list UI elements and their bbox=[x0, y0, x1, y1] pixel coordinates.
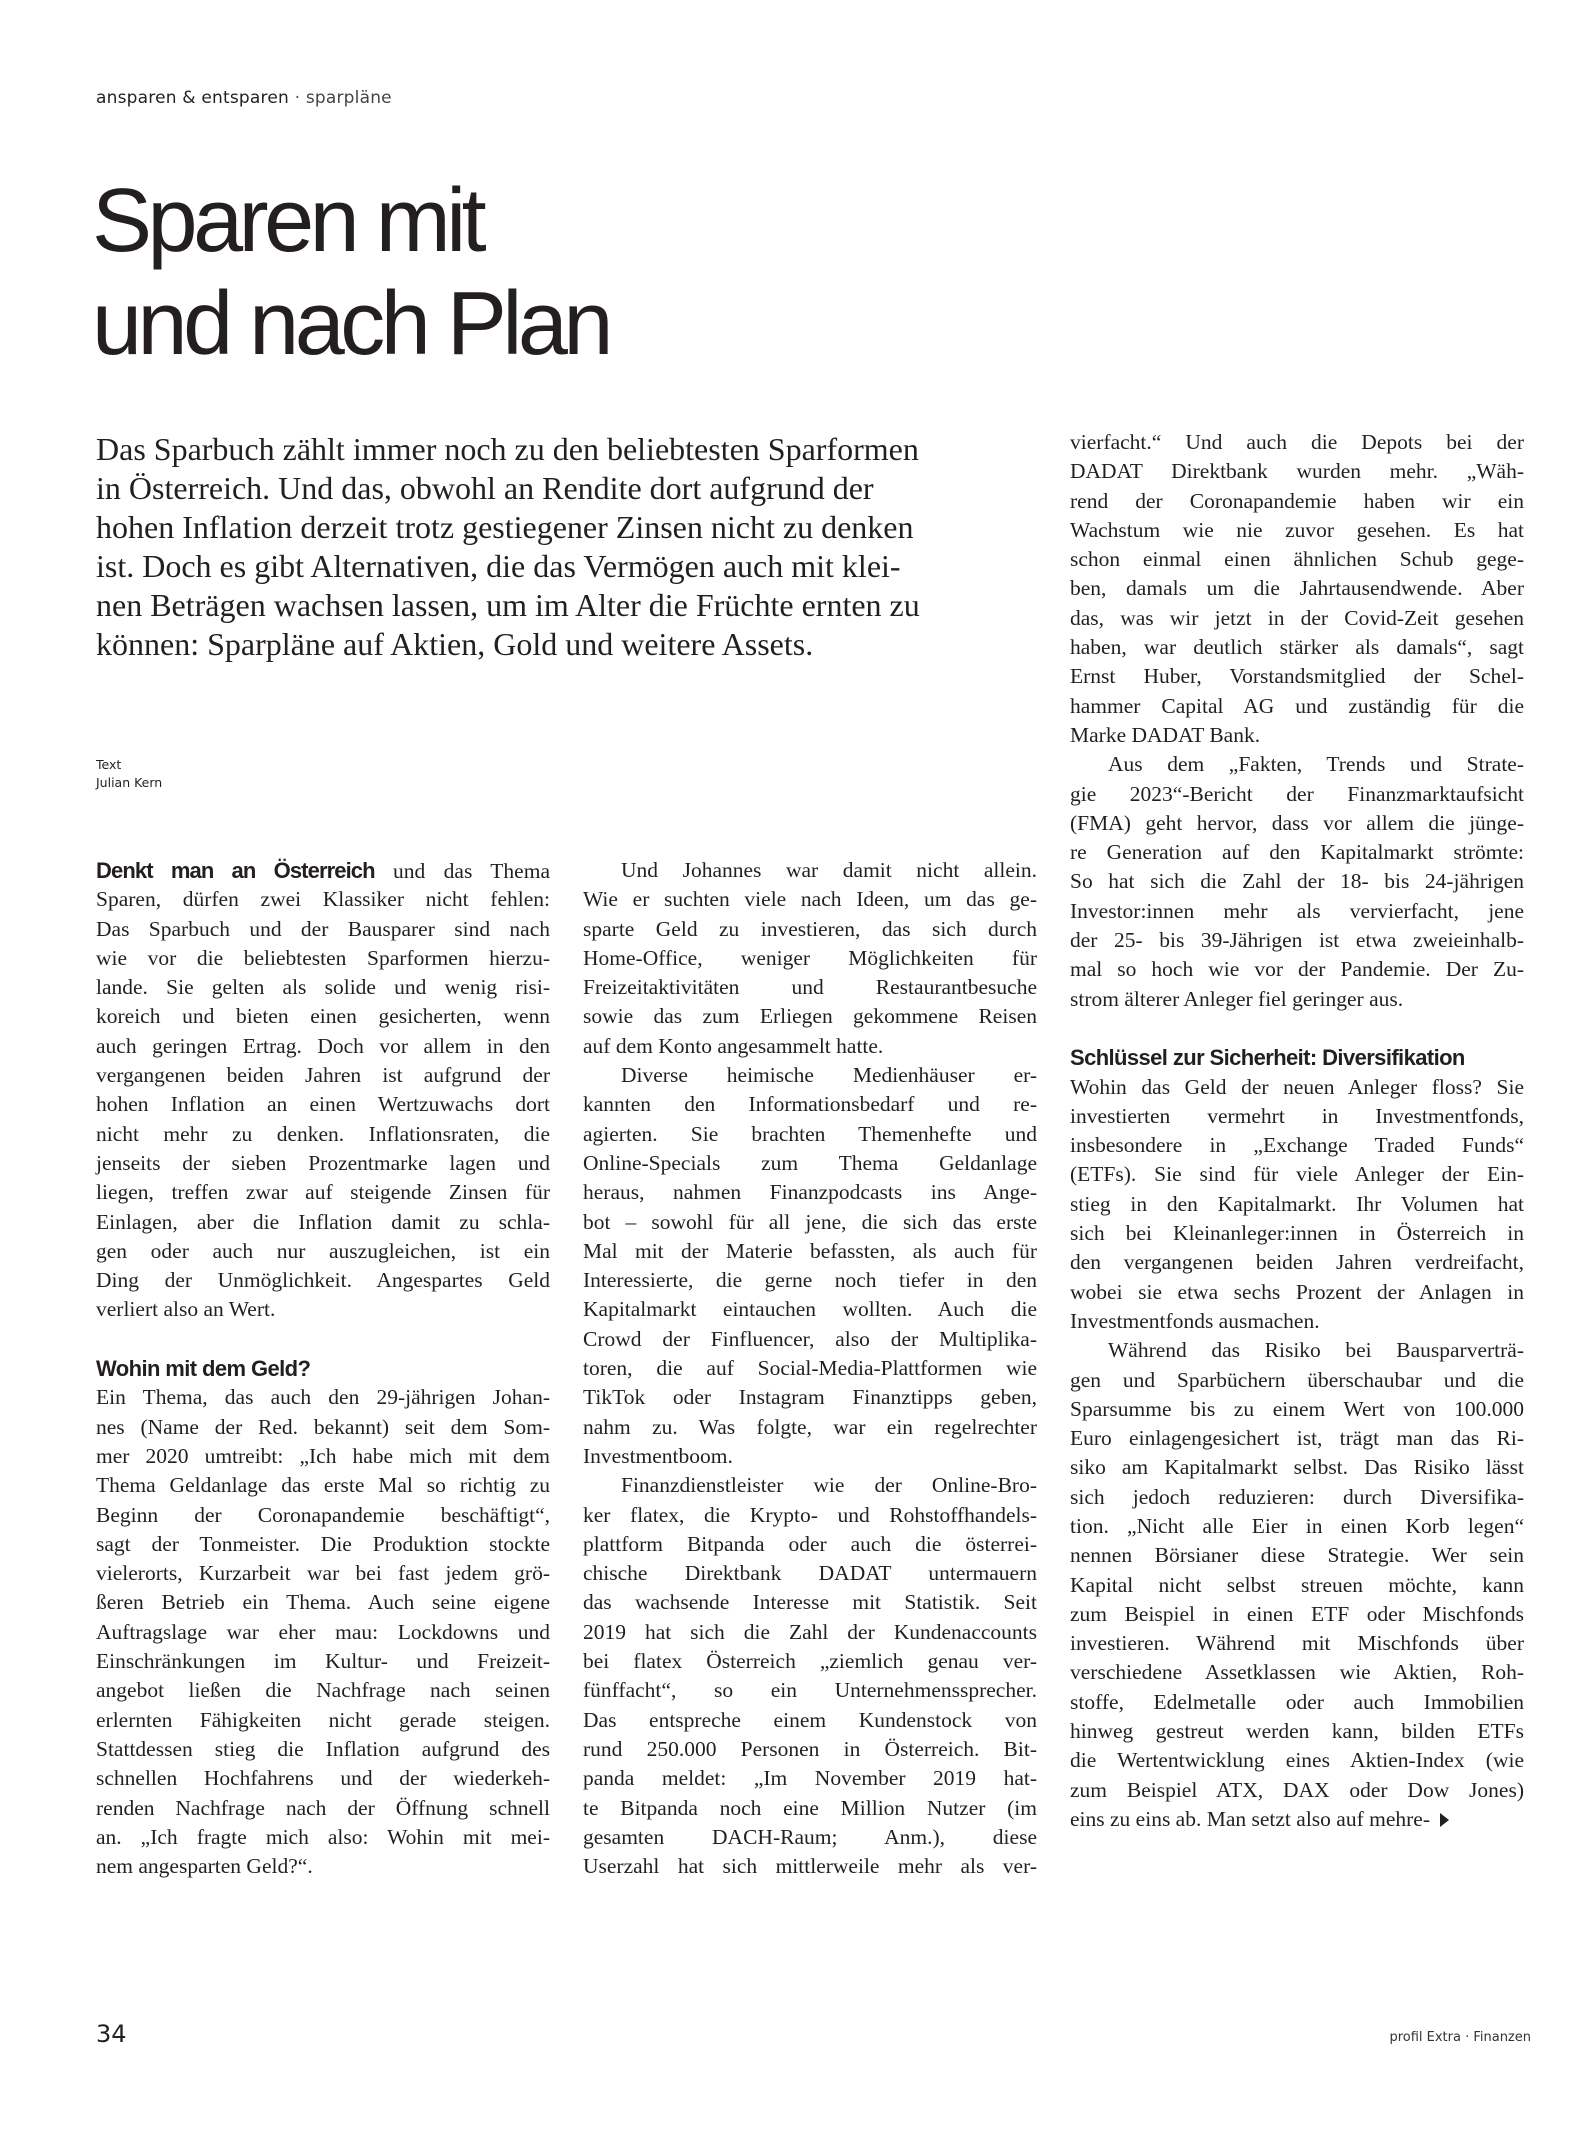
text-line: auf dem Konto angesammelt hatte. bbox=[583, 1033, 884, 1058]
text-line: die Wertentwicklung eines Aktien-Index (wie bbox=[1070, 1748, 1524, 1773]
text-line: schnellen Hochfahrens und der wiederkeh- bbox=[96, 1766, 550, 1791]
text-line: Kapital nicht selbst streuen möchte, kann bbox=[1070, 1572, 1524, 1597]
text-line: hinweg gestreut werden kann, bilden ETFs bbox=[1070, 1719, 1524, 1744]
text-line: Userzahl hat sich mittlerweile mehr als ver- bbox=[583, 1854, 1037, 1879]
text-line: vierfacht.“ Und auch die Depots bei der bbox=[1070, 430, 1524, 454]
text-line: stoffe, Edelmetalle oder auch Immobilien bbox=[1070, 1689, 1524, 1714]
text-line: sich bei Kleinanleger:innen in Österreich in bbox=[1070, 1221, 1524, 1246]
text-line: Ernst Huber, Vorstandsmitglied der Schel- bbox=[1070, 664, 1524, 689]
subsection-label: sparpläne bbox=[305, 88, 392, 108]
text-line: Ding der Unmöglichkeit. Angespartes Geld bbox=[96, 1268, 550, 1293]
text-line: nennen Börsianer diese Strategie. Wer sein bbox=[1070, 1543, 1524, 1568]
text-line: haben, war deutlich stärker als damals“, sagt bbox=[1070, 635, 1524, 660]
text-line: (ETFs). Sie sind für viele Anleger der Ein- bbox=[1070, 1162, 1524, 1187]
text-line: Kapitalmarkt eintauchen wollten. Auch die bbox=[583, 1297, 1037, 1322]
paragraph bbox=[1070, 750, 1524, 1014]
text-line: in Österreich. Und das, obwohl an Rendite dort aufgrund der bbox=[96, 470, 874, 506]
text-line: wie vor die beliebtesten Sparformen hierzu- bbox=[96, 945, 550, 970]
text-line: te Bitpanda noch eine Million Nutzer (im bbox=[583, 1795, 1037, 1820]
text-line: Interessierte, die gerne noch tiefer in den bbox=[583, 1268, 1037, 1293]
text-line: Investmentboom. bbox=[583, 1443, 733, 1468]
text-line: Investmentfonds ausmachen. bbox=[1070, 1308, 1320, 1333]
text-line: Und Johannes war damit nicht allein. bbox=[621, 858, 1037, 882]
paragraph bbox=[1070, 1073, 1524, 1337]
text-line: mal so hoch wie vor der Pandemie. Der Zu- bbox=[1070, 957, 1524, 982]
subheading: Wohin mit dem Geld? bbox=[96, 1356, 311, 1382]
text-line: sowie das zum Erliegen gekommene Reisen bbox=[583, 1004, 1037, 1029]
text-line: Ein Thema, das auch den 29-jährigen Johan- bbox=[96, 1385, 550, 1410]
text-line: ker flatex, die Krypto- und Rohstoffhandels- bbox=[583, 1502, 1037, 1527]
article-title bbox=[92, 170, 609, 376]
text-line: Sparen, dürfen zwei Klassiker nicht fehlen: bbox=[96, 887, 550, 912]
text-line: das, was wir jetzt in der Covid-Zeit gesehen bbox=[1070, 605, 1524, 630]
text-line: ßeren Betrieb ein Thema. Auch seine eigene bbox=[96, 1590, 550, 1615]
text-line: das wachsende Interesse mit Statistik. Seit bbox=[583, 1590, 1037, 1615]
text-line: können: Sparpläne auf Aktien, Gold und weitere Assets. bbox=[96, 626, 814, 662]
text-line: plattform Bitpanda oder auch die österrei- bbox=[583, 1531, 1037, 1556]
text-line: renden Nachfrage nach der Öffnung schnell bbox=[96, 1795, 550, 1820]
text-line: sagt der Tonmeister. Die Produktion stockte bbox=[96, 1531, 550, 1556]
section-label: ansparen & entsparen bbox=[96, 88, 289, 108]
text-line: gen und Sparbüchern überschaubar und die bbox=[1070, 1367, 1524, 1392]
text-line: hammer Capital AG und zuständig für die bbox=[1070, 693, 1524, 718]
text-line: Aus dem „Fakten, Trends und Strate- bbox=[1108, 752, 1524, 777]
text-line: angebot ließen die Nachfrage nach seinen bbox=[96, 1678, 550, 1703]
text-line: Einlagen, aber die Inflation damit zu schla- bbox=[96, 1209, 550, 1234]
text-line: nem angesparten Geld?“. bbox=[96, 1854, 313, 1879]
text-line: agierten. Sie brachten Themenhefte und bbox=[583, 1121, 1037, 1146]
text-line: Online-Specials zum Thema Geldanlage bbox=[583, 1150, 1037, 1175]
text-line: Das Sparbuch und der Bausparer sind nach bbox=[96, 916, 550, 941]
text-line: Wachstum wie nie zuvor gesehen. Es hat bbox=[1070, 517, 1524, 542]
text-line: Einschränkungen im Kultur- und Freizeit- bbox=[96, 1649, 550, 1674]
text-line: nes (Name der Red. bekannt) seit dem Som- bbox=[96, 1414, 550, 1439]
kicker-separator: · bbox=[294, 88, 301, 108]
text-line: Auftragslage war eher mau: Lockdowns und bbox=[96, 1619, 550, 1644]
text-line: rund 250.000 Personen in Österreich. Bit- bbox=[583, 1736, 1037, 1761]
text-line: bot – sowohl für all jene, die sich das erste bbox=[583, 1209, 1037, 1234]
text-line: sparte Geld zu investieren, das sich durch bbox=[583, 916, 1037, 941]
text-line: liegen, treffen zwar auf steigende Zinsen für bbox=[96, 1180, 550, 1205]
text-line: Sparsumme bis zu einem Wert von 100.000 bbox=[1070, 1396, 1524, 1421]
text-line: koreich und bieten einen gesicherten, wenn bbox=[96, 1004, 550, 1029]
text-line: jenseits der sieben Prozentmarke lagen und bbox=[96, 1150, 550, 1175]
text-line: zum Beispiel ATX, DAX oder Dow Jones) bbox=[1070, 1777, 1524, 1802]
text-line: hohen Inflation an einen Wertzuwachs dort bbox=[96, 1092, 550, 1117]
last-line-text: eins zu eins ab. Man setzt also auf mehre- bbox=[1070, 1806, 1430, 1831]
paragraph bbox=[1070, 1336, 1524, 1805]
text-line: vergangenen beiden Jahren ist aufgrund der bbox=[96, 1063, 550, 1088]
text-line: auch geringen Ertrag. Doch vor allem in den bbox=[96, 1033, 550, 1058]
text-line: Diverse heimische Medienhäuser er- bbox=[621, 1063, 1037, 1088]
paragraph bbox=[96, 1383, 550, 1881]
text-line: siko am Kapitalmarkt selbst. Das Risiko lässt bbox=[1070, 1455, 1524, 1480]
text-line: den vergangenen beiden Jahren verdreifacht, bbox=[1070, 1250, 1524, 1275]
text-line: vielerorts, Kurzarbeit war bei fast jedem grö- bbox=[96, 1561, 550, 1586]
continue-triangle-right-icon bbox=[1440, 1813, 1449, 1827]
byline-author: Julian Kern bbox=[96, 775, 163, 790]
text-line: Das entspreche einem Kundenstock von bbox=[583, 1707, 1037, 1732]
text-line: gen oder auch nur auszugleichen, ist ein bbox=[96, 1238, 550, 1263]
byline bbox=[96, 756, 162, 792]
column-line bbox=[96, 856, 550, 885]
article-column-3 bbox=[1070, 428, 1524, 1834]
paragraph bbox=[1070, 428, 1524, 750]
article-column-1 bbox=[96, 856, 550, 1881]
text-line: Crowd der Finfluencer, also der Multiplika- bbox=[583, 1326, 1037, 1351]
text-line: der 25- bis 39-Jährigen ist etwa zweieinhalb- bbox=[1070, 928, 1524, 953]
text-line: investieren. Während mit Mischfonds über bbox=[1070, 1631, 1524, 1656]
text-line: ben, damals um die Jahrtausendwende. Aber bbox=[1070, 576, 1524, 601]
title-line-2: und nach Plan bbox=[92, 274, 609, 374]
text-line: hohen Inflation derzeit trotz gestiegener Zinsen nicht zu denken bbox=[96, 509, 914, 545]
paragraph bbox=[583, 1061, 1037, 1471]
column-line bbox=[1070, 1805, 1524, 1834]
text-line: nahm zu. Was folgte, war ein regelrechter bbox=[583, 1414, 1037, 1439]
section-kicker bbox=[96, 88, 392, 108]
paragraph bbox=[96, 885, 550, 1324]
text-line: Das Sparbuch zählt immer noch zu den beliebtesten Sparformen bbox=[96, 431, 919, 467]
text-line: rend der Coronapandemie haben wir ein bbox=[1070, 488, 1524, 513]
text-line: lande. Sie gelten als solide und wenig risi- bbox=[96, 975, 550, 1000]
text-line: toren, die auf Social-Media-Plattformen wie bbox=[583, 1356, 1037, 1381]
text-line: kannten den Informationsbedarf und re- bbox=[583, 1092, 1037, 1117]
text-line: 2019 hat sich die Zahl der Kundenaccounts bbox=[583, 1619, 1037, 1644]
text-line: fünffacht“, so ein Unternehmenssprecher. bbox=[583, 1678, 1037, 1703]
text-line: Finanzdienstleister wie der Online-Bro- bbox=[621, 1473, 1037, 1498]
text-line: verliert also an Wert. bbox=[96, 1297, 276, 1322]
text-line: gesamten DACH-Raum; Anm.), diese bbox=[583, 1824, 1037, 1849]
text-line: TikTok oder Instagram Finanztipps geben, bbox=[583, 1385, 1037, 1410]
text-line: ist. Doch es gibt Alternativen, die das Vermögen auch mit klei- bbox=[96, 548, 901, 584]
article-column-2 bbox=[583, 856, 1037, 1881]
text-line: zum Beispiel in einen ETF oder Mischfonds bbox=[1070, 1601, 1524, 1626]
text-line: Freizeitaktivitäten und Restaurantbesuche bbox=[583, 975, 1037, 1000]
text-line: panda meldet: „Im November 2019 hat- bbox=[583, 1766, 1037, 1791]
text-line: So hat sich die Zahl der 18- bis 24-jährigen bbox=[1070, 869, 1524, 894]
text-line: investierten vermehrt in Investmentfonds, bbox=[1070, 1103, 1524, 1128]
text-line: DADAT Direktbank wurden mehr. „Wäh- bbox=[1070, 459, 1524, 484]
text-line: Home-Office, weniger Möglichkeiten für bbox=[583, 945, 1037, 970]
text-line: sich jedoch reduzieren: durch Diversifika- bbox=[1070, 1484, 1524, 1509]
paragraph bbox=[583, 856, 1037, 1061]
run-in-heading: Denkt man an Österreich bbox=[96, 858, 375, 883]
text-line: stieg in den Kapitalmarkt. Ihr Volumen hat bbox=[1070, 1191, 1524, 1216]
text-line: Stattdessen stieg die Inflation aufgrund des bbox=[96, 1736, 550, 1761]
text-line: strom älterer Anleger fiel geringer aus. bbox=[1070, 986, 1404, 1011]
text-line: Wohin das Geld der neuen Anleger floss? Sie bbox=[1070, 1074, 1524, 1099]
text-line: chische Direktbank DADAT untermauern bbox=[583, 1561, 1037, 1586]
byline-label: Text bbox=[96, 757, 122, 772]
subheading: Schlüssel zur Sicherheit: Diversifikation bbox=[1070, 1045, 1465, 1071]
text-line: (FMA) geht hervor, dass vor allem die jünge- bbox=[1070, 810, 1524, 835]
text-line: Wie er suchten viele nach Ideen, um das ge- bbox=[583, 887, 1037, 912]
text-line: insbesondere in „Exchange Traded Funds“ bbox=[1070, 1133, 1524, 1158]
publication-footer: profil Extra · Finanzen bbox=[1389, 2030, 1531, 2045]
text-line: nen Beträgen wachsen lassen, um im Alter die Früchte ernten zu bbox=[96, 587, 920, 623]
paragraph bbox=[583, 1471, 1037, 1881]
page-number: 34 bbox=[96, 2020, 127, 2048]
text-line: Marke DADAT Bank. bbox=[1070, 722, 1261, 747]
lead-paragraph bbox=[96, 430, 1026, 664]
text-line: mer 2020 umtreibt: „Ich habe mich mit dem bbox=[96, 1443, 550, 1468]
text-line: erlernten Fähigkeiten nicht gerade steigen. bbox=[96, 1707, 550, 1732]
text-line: nicht mehr zu denken. Inflationsraten, die bbox=[96, 1121, 550, 1146]
text-line: heraus, nahmen Finanzpodcasts ins Ange- bbox=[583, 1180, 1037, 1205]
text-line: schon einmal einen ähnlichen Schub gege- bbox=[1070, 547, 1524, 572]
first-line-text: und das Thema bbox=[374, 859, 550, 883]
text-line: gie 2023“-Bericht der Finanzmarktaufsicht bbox=[1070, 781, 1524, 806]
title-line-1: Sparen mit bbox=[92, 171, 483, 271]
text-line: Euro einlagengesichert ist, trägt man das Ri- bbox=[1070, 1426, 1524, 1451]
text-line: Investor:innen mehr als vervierfacht, jene bbox=[1070, 898, 1524, 923]
text-line: verschiedene Assetklassen wie Aktien, Roh- bbox=[1070, 1660, 1524, 1685]
text-line: bei flatex Österreich „ziemlich genau ver- bbox=[583, 1649, 1037, 1674]
text-line: Während das Risiko bei Bausparverträ- bbox=[1108, 1338, 1524, 1363]
text-line: tion. „Nicht alle Eier in einen Korb legen“ bbox=[1070, 1513, 1524, 1538]
text-line: Beginn der Coronapandemie beschäftigt“, bbox=[96, 1502, 550, 1527]
text-line: an. „Ich fragte mich also: Wohin mit mei- bbox=[96, 1824, 550, 1849]
text-line: re Generation auf den Kapitalmarkt strömte: bbox=[1070, 840, 1524, 865]
text-line: Mal mit der Materie befassten, als auch für bbox=[583, 1238, 1037, 1263]
text-line: wobei sie etwa sechs Prozent der Anlagen in bbox=[1070, 1279, 1524, 1304]
text-line: Thema Geldanlage das erste Mal so richtig zu bbox=[96, 1473, 550, 1498]
